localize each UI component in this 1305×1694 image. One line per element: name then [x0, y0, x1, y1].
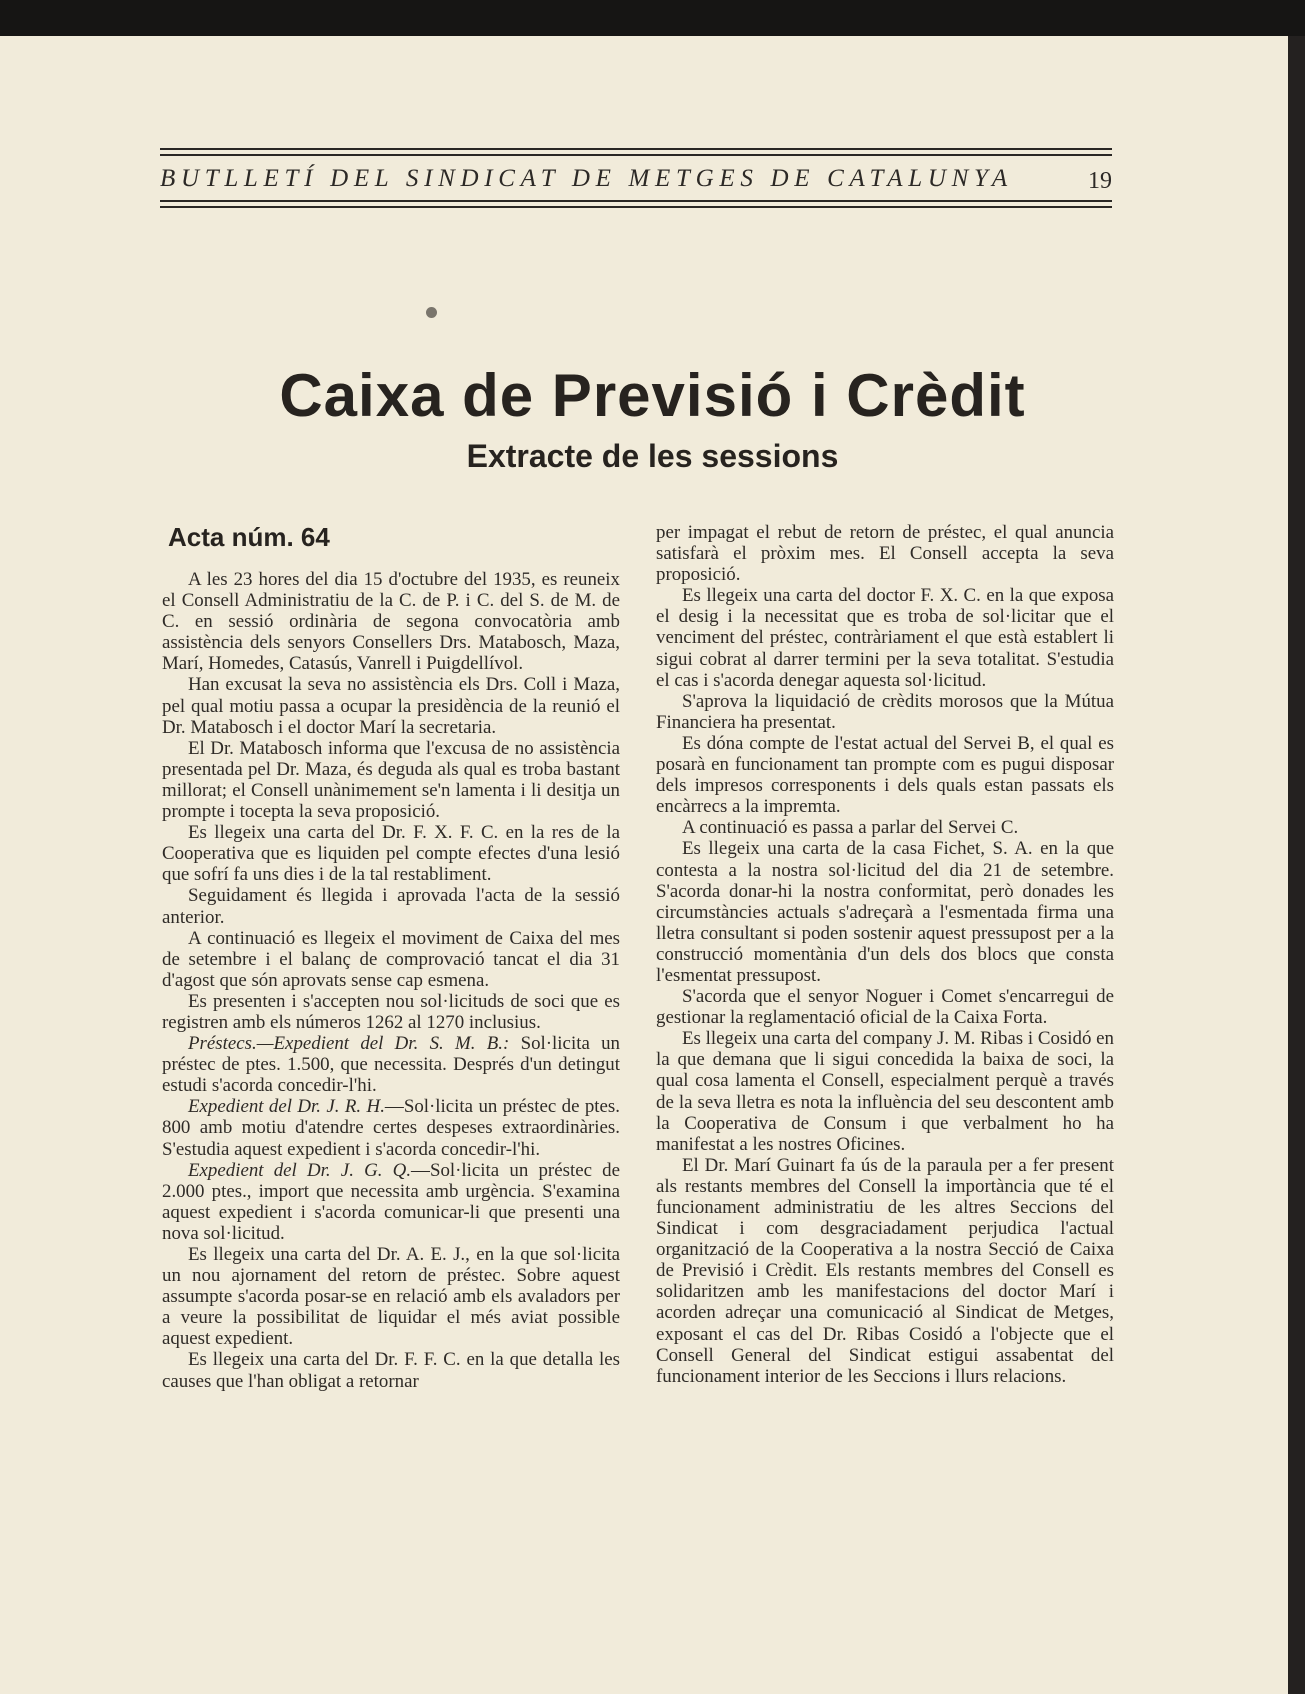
- paragraph: S'acorda que el senyor Noguer i Comet s'encarregui de gestionar la reglamentació oficial de la Caixa Forta.: [656, 986, 1114, 1029]
- paragraph: A continuació es llegeix el moviment de Caixa del mes de setembre i el balanç de comprovació tancat el dia 31 d'agost que són aprovats sense cap esmena.: [162, 927, 620, 991]
- paragraph: El Dr. Matabosch informa que l'excusa de no assistència presentada pel Dr. Maza, és deguda als qual es troba bastant millorat; el Consell unànimement se'n lamenta i li desitja un prompte i tocepta la seva proposició.: [162, 737, 620, 823]
- paragraph-label: Expedient del Dr. J. R. H.: [188, 1096, 385, 1118]
- paragraph: Es presenten i s'accepten nou sol·licituds de soci que es registren amb els números 1262 al 1270 inclusius.: [162, 990, 620, 1033]
- running-header: [160, 140, 1112, 210]
- paragraph: [162, 1096, 620, 1159]
- paragraph: Han excusat la seva no assistència els Drs. Coll i Maza, pel qual motiu passa a ocupar la presidència de la reunió el Dr. Matabosch i el doctor Marí la secretaria.: [162, 674, 620, 738]
- header-rule-bottom: [160, 206, 1112, 208]
- paragraph: Es llegeix una carta del doctor F. X. C. en la que exposa el desig i la necessitat que es troba de sol·licitar que el venciment del préstec, contràriament el que està establert li sigui cobrat al darrer termini per la seva totalitat. S'estudia el cas i s'acorda denegar aquesta sol·licitud.: [656, 585, 1114, 691]
- paragraph: Es llegeix una carta del company J. M. Ribas i Cosidó en la que demana que li sigui concedida la baixa de soci, la qual cosa lamenta el Consell, especialment perquè a través de la seva lletra es nota la influència del seu descontent amb la Cooperativa de Consum i que verbalment ho ha manifestat a les nostres Oficines.: [656, 1028, 1114, 1155]
- page-sheet: [0, 36, 1305, 1694]
- paragraph: A continuació es passa a parlar del Servei C.: [682, 817, 1019, 839]
- paragraph: S'aprova la liquidació de crèdits morosos que la Mútua Financiera ha presentat.: [656, 690, 1114, 733]
- paragraph: Es llegeix una carta del Dr. F. X. F. C. en la res de la Cooperativa que es liquiden pel compte efectes d'una lesió que sofrí fa uns dies i de la tal restabliment.: [162, 822, 620, 886]
- left-column: [162, 522, 620, 1392]
- journal-title: BUTLLETÍ DEL SINDICAT DE METGES DE CATALUNYA: [160, 165, 1013, 192]
- paragraph-text: Sol·licita un préstec de ptes. 1.500, que necessita. Després d'un detingut estudi s'acorda concedir-l'hi.: [162, 1033, 620, 1097]
- paragraph: [162, 1160, 620, 1244]
- article-subtitle: Extracte de les sessions: [466, 438, 839, 474]
- paragraph: Es llegeix una carta de la casa Fichet, S. A. en la que contesta a la nostra sol·licitud del dia 21 de setembre. S'acorda donar-hi la nostra conformitat, però donades les circumstàncies actuals s'adreçarà a l'esmentada firma una lletra consultant si poden sostenir aquest pressupost per a la construcció momentània d'un dels dos blocs que consta l'esmentat pressupost.: [656, 838, 1114, 986]
- paragraph-text: —Sol·licita un préstec de ptes. 800 amb motiu d'atendre certes despeses extraordinàries. S'estudia aquest expedient i s'acorda concedir-l'hi.: [162, 1096, 620, 1160]
- paragraph: El Dr. Marí Guinart fa ús de la paraula per a fer present als restants membres del Consell la importància que té el funcionament administratiu de les altres Seccions del Sindicat i com desgraciadament perjudica l'actual organització de la Cooperativa a la nostra Secció de Caixa de Previsió i Crèdit. Els restants membres del Consell es solidaritzen amb les manifestacions del doctor Marí i acorden adreçar una comunicació al Sindicat de Metges, exposant el cas del Dr. Ribas Cosidó a l'objecte que el Consell General del Sindicat estigui assabentat del funcionament interior de les Seccions i llurs relacions.: [656, 1154, 1114, 1387]
- right-column: [656, 522, 1114, 1387]
- paragraph: per impagat el rebut de retorn de préstec, el qual anuncia satisfarà el pròxim mes. El Consell accepta la seva proposició.: [656, 522, 1114, 586]
- paragraph: Seguidament és llegida i aprovada l'acta de la sessió anterior.: [162, 885, 620, 928]
- paragraph: A les 23 hores del dia 15 d'octubre del 1935, es reuneix el Consell Administratiu de la C. de P. i C. del S. de M. de C. en sessió ordinària de segona convocatòria amb assistència dels senyors Consellers Drs. Matabosch, Maza, Marí, Homedes, Catasús, Vanrell i Puigdellívol.: [162, 569, 620, 675]
- paragraph: Es llegeix una carta del Dr. A. E. J., en la que sol·licita un nou ajornament del retorn de préstec. Sobre aquest assumpte s'acorda posar-se en relació amb els avaladors per a veure la possibilitat de liquidar el més aviat possible aquest expedient.: [162, 1244, 620, 1350]
- paragraph: Es llegeix una carta del Dr. F. F. C. en la que detalla les causes que l'han obligat a retornar: [162, 1349, 620, 1392]
- header-rule-bottom-inner: [160, 200, 1112, 202]
- page-number: 19: [1088, 168, 1112, 194]
- header-rule-top-inner: [160, 154, 1112, 156]
- ornament-dot: [426, 307, 437, 318]
- paragraph: Es dóna compte de l'estat actual del Servei B, el qual es posarà en funcionament tan prompte com es pugui disposar dels impresos corresponents i dels quals estan passats els encàrrecs a la impremta.: [656, 732, 1114, 818]
- paragraph: [162, 1033, 620, 1096]
- header-rule-top: [160, 148, 1112, 150]
- paragraph-text: —Sol·licita un préstec de 2.000 ptes., import que necessita amb urgència. S'examina aquest expedient i s'acorda comunicar-li que presenti una nova sol·licitud.: [162, 1159, 620, 1244]
- paragraph-label: Expedient del Dr. J. G. Q.: [188, 1159, 412, 1181]
- paragraph-label: Préstecs.—Expedient del Dr. S. M. B.:: [188, 1033, 510, 1055]
- section-heading: Acta núm. 64: [168, 522, 330, 552]
- article-title: Caixa de Previsió i Crèdit: [279, 362, 1026, 429]
